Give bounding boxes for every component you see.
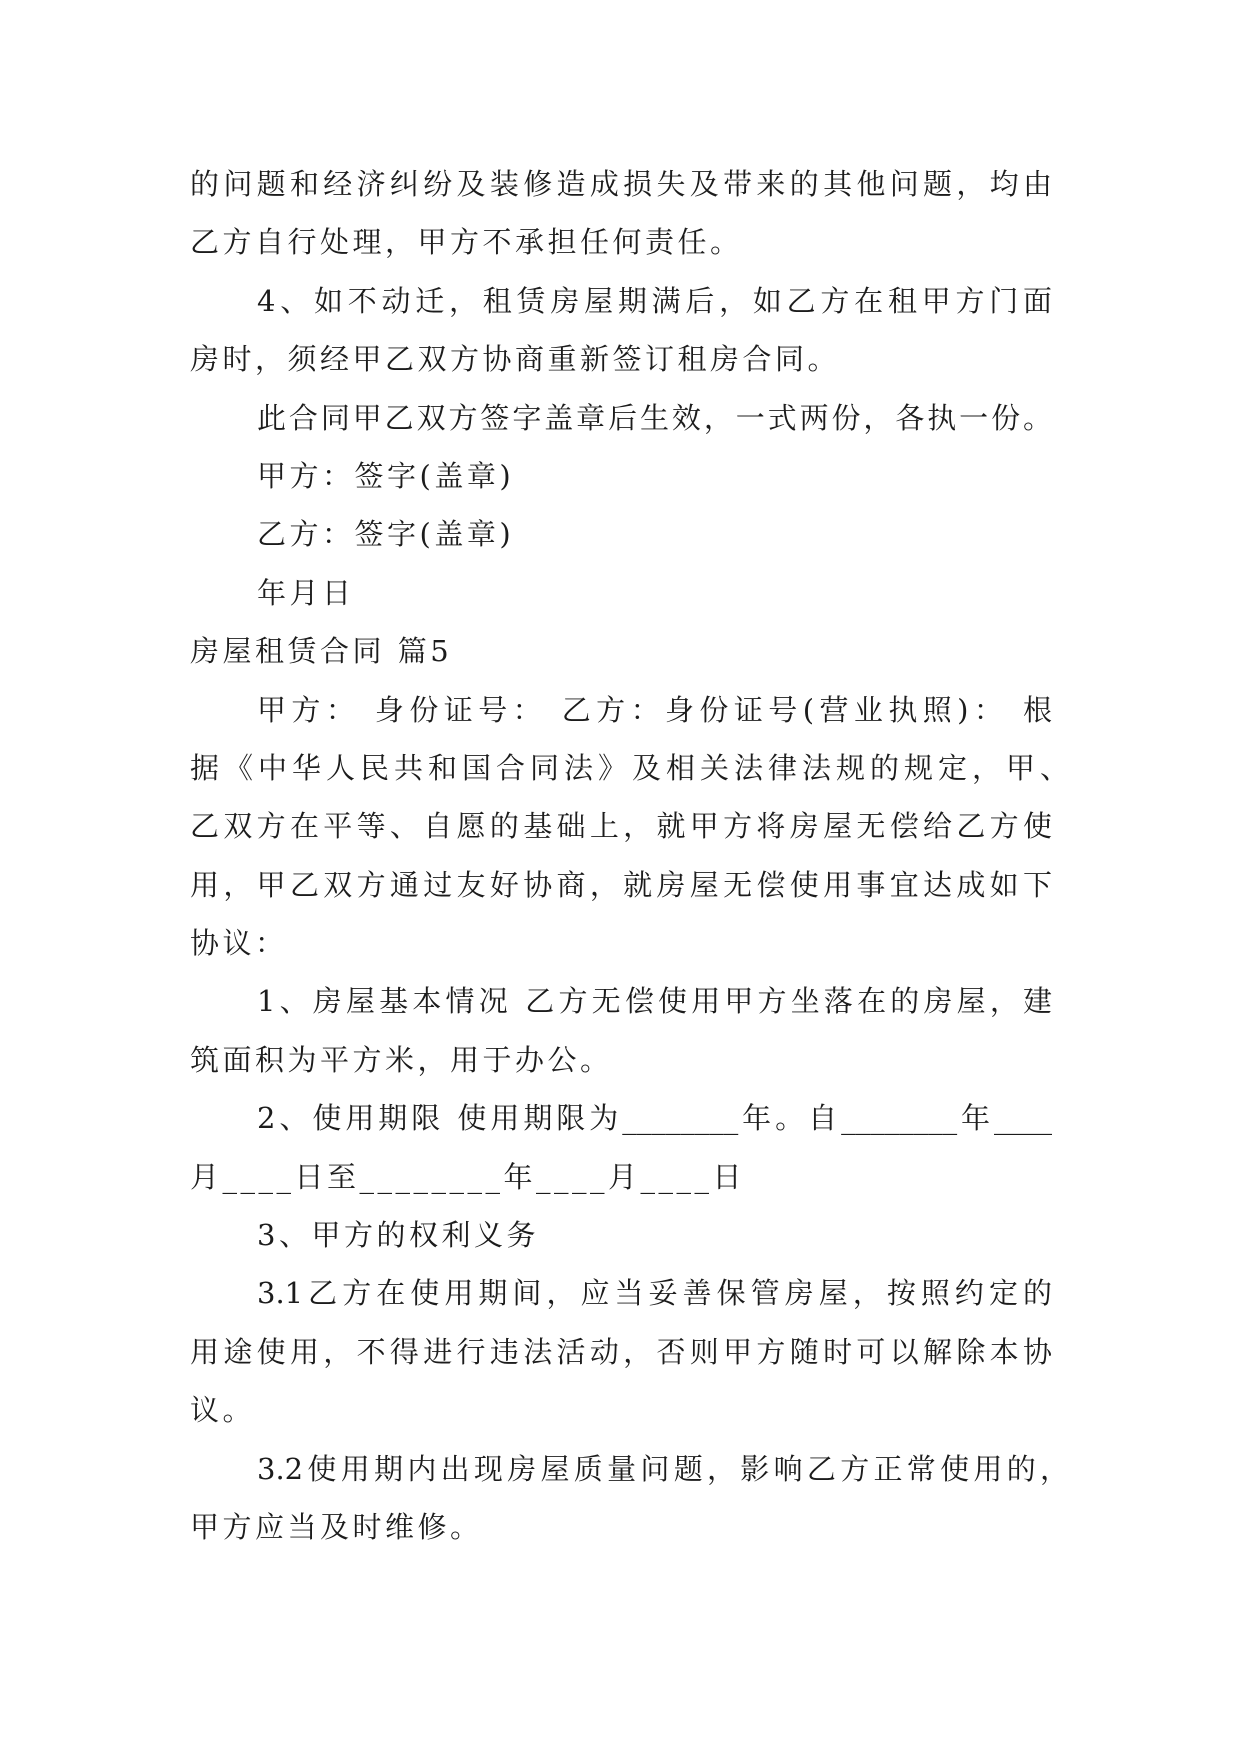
paragraph-line: 议。: [190, 1393, 256, 1428]
paragraph: [190, 272, 1052, 389]
paragraph: [190, 155, 1052, 272]
paragraph-line: 此合同甲乙双方签字盖章后生效，一式两份，各执一份。: [257, 400, 1052, 435]
paragraph: [190, 389, 1052, 447]
paragraph-line: 协议：: [190, 926, 288, 961]
paragraph-line: 3.2使用期内出现房屋质量问题，影响乙方正常使用的，: [257, 1451, 1069, 1486]
paragraph-line: 乙方：签字(盖章): [257, 517, 515, 552]
paragraph-line: 甲方应当及时维修。: [190, 1509, 483, 1544]
paragraph-line: 房时，须经甲乙双方协商重新签订租房合同。: [190, 342, 841, 377]
paragraph-line: 3、甲方的权利义务: [257, 1218, 539, 1253]
paragraph-line: 乙双方在平等、自愿的基础上，就甲方将房屋无偿给乙方使: [190, 809, 1052, 844]
subsection-title: [190, 1206, 1052, 1264]
paragraph-line: 年月日: [257, 575, 355, 610]
paragraph: [190, 1089, 1052, 1206]
paragraph-line: 用途使用，不得进行违法活动，否则甲方随时可以解除本协: [190, 1334, 1052, 1369]
paragraph: [190, 681, 1069, 973]
signature-date: [190, 564, 1052, 622]
paragraph-line: 筑面积为平方米，用于办公。: [190, 1042, 613, 1077]
paragraph-line: 乙方自行处理，甲方不承担任何责任。: [190, 225, 743, 260]
paragraph-line: 用，甲乙双方通过友好协商，就房屋无偿使用事宜达成如下: [190, 867, 1052, 902]
paragraph-line: 甲方：签字(盖章): [257, 458, 515, 493]
paragraph-line: 据《中华人民共和国合同法》及相关法律法规的规定，甲、: [190, 750, 1069, 785]
paragraph-line: 1、房屋基本情况 乙方无偿使用甲方坐落在的房屋，建: [257, 984, 1052, 1019]
paragraph: [190, 1264, 1052, 1439]
paragraph-line: 的问题和经济纠纷及装修造成损失及带来的其他问题，均由: [190, 167, 1052, 201]
paragraph: [190, 972, 1052, 1089]
section-heading: 房屋租赁合同 篇5: [190, 634, 453, 669]
paragraph-line: 月____日至________年____月____日: [190, 1159, 746, 1194]
paragraph-line: 3.1乙方在使用期间，应当妥善保管房屋，按照约定的: [257, 1276, 1052, 1311]
signature-party-b: [190, 505, 1052, 563]
paragraph: [190, 1440, 1069, 1557]
paragraph-line: 2、使用期限 使用期限为________年。自________年____: [257, 1101, 1052, 1136]
document-body: [190, 155, 1069, 1556]
paragraph-line: 4、如不动迁，租赁房屋期满后，如乙方在租甲方门面: [257, 283, 1052, 318]
signature-party-a: [190, 447, 1052, 505]
paragraph-line: 甲方： 身份证号： 乙方：身份证号(营业执照)： 根: [257, 692, 1052, 727]
